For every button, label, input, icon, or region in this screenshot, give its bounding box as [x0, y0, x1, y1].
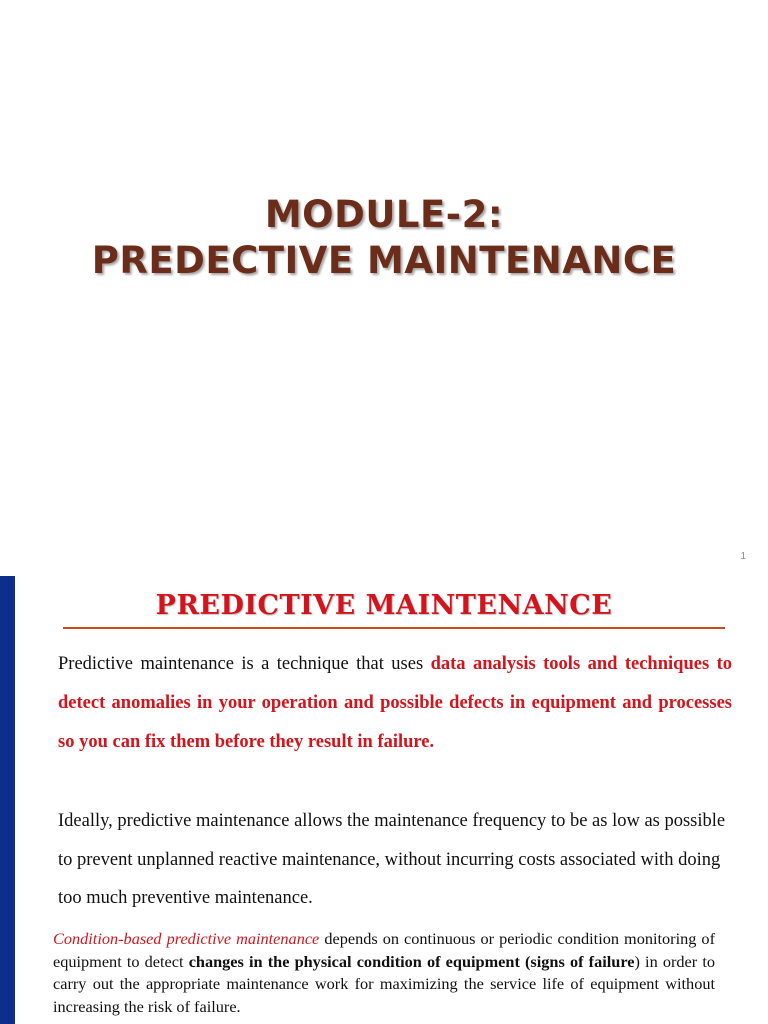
left-accent-bar [0, 576, 15, 1024]
condition-based-text-1: depends on continuous or periodic condition monitoring of equipment to detect [53, 929, 715, 971]
definition-text: Predictive maintenance is a technique that uses [58, 654, 431, 674]
slide-title [0, 192, 768, 284]
title-line-topic: PREDECTIVE MAINTENANCE [91, 239, 677, 282]
definition-paragraph [58, 645, 732, 762]
title-line-module: MODULE-2: [264, 193, 504, 236]
heading-divider [63, 627, 725, 629]
condition-based-text-2: ) in order to carry out the appropriate maintenance work for maximizing the service life of equipment without increasing the risk of failure. [53, 951, 716, 1016]
condition-based-term: Condition-based predictive maintenance [53, 929, 320, 948]
condition-based-paragraph [53, 928, 715, 1018]
definition-highlight: data analysis tools and techniques to detect anomalies in your operation and possible defects in equipment and processes so you can fix them before they result in failure. [58, 654, 732, 752]
content-slide [0, 576, 768, 1024]
page-number: 1 [740, 551, 746, 562]
slide-heading: PREDICTIVE MAINTENANCE [155, 590, 613, 621]
condition-based-bold: changes in the physical condition of equipment (signs of failure [188, 951, 635, 971]
ideal-paragraph: Ideally, predictive maintenance allows the maintenance frequency to be as low as possible to prevent unplanned reactive maintenance, without incurring costs associated with doing too much preventive maintenance. [58, 811, 726, 908]
